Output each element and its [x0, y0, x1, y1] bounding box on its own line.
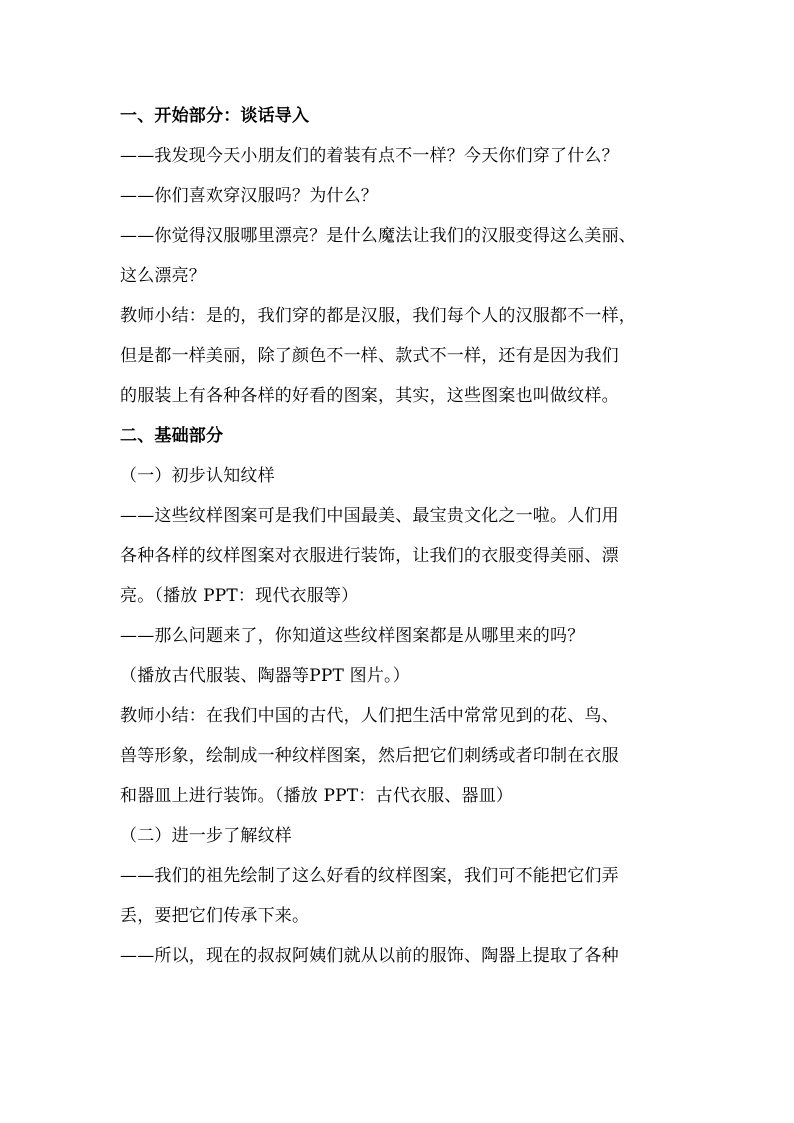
section-heading-basic: 二、基础部分 [120, 426, 224, 446]
paragraph-line: 这么漂亮？ [120, 266, 206, 286]
subsection-heading: （一）初步认知纹样 [120, 466, 275, 486]
paragraph-line: 各种各样的纹样图案对衣服进行装饰，让我们的衣服变得美丽、漂 [120, 546, 619, 566]
paragraph-line: ——你们喜欢穿汉服吗？为什么？ [120, 186, 378, 206]
document-page [120, 96, 680, 976]
subsection-heading: （二）进一步了解纹样 [120, 826, 292, 846]
paragraph-line: 教师小结：是的，我们穿的都是汉服，我们每个人的汉服都不一样， [120, 306, 636, 326]
paragraph-line: ——我发现今天小朋友们的着装有点不一样？今天你们穿了什么？ [120, 146, 619, 166]
paragraph-line: ——我们的祖先绘制了这么好看的纹样图案，我们可不能把它们弄 [120, 866, 619, 886]
paragraph-line: ——所以，现在的叔叔阿姨们就从以前的服饰、陶器上提取了各种 [120, 946, 619, 966]
paragraph-line: 和器皿上进行装饰。（播放 PPT：古代衣服、器皿） [120, 786, 514, 806]
paragraph-line: 的服装上有各种各样的好看的图案，其实，这些图案也叫做纹样。 [120, 386, 619, 406]
paragraph-line: 丢，要把它们传承下来。 [120, 906, 310, 926]
paragraph-line: ——你觉得汉服哪里漂亮？是什么魔法让我们的汉服变得这么美丽、 [120, 226, 636, 246]
paragraph-line: 但是都一样美丽，除了颜色不一样、款式不一样，还有是因为我们 [120, 346, 619, 366]
paragraph-line: ——那么问题来了，你知道这些纹样图案都是从哪里来的吗？ [120, 626, 585, 646]
paragraph-line: （播放古代服装、陶器等PPT 图片。） [120, 666, 410, 686]
paragraph-line: ——这些纹样图案可是我们中国最美、最宝贵文化之一啦。人们用 [120, 506, 619, 526]
paragraph-line: 教师小结：在我们中国的古代，人们把生活中常常见到的花、鸟、 [120, 706, 619, 726]
paragraph-line: 亮。（播放 PPT：现代衣服等） [120, 586, 359, 606]
section-heading-opening: 一、开始部分：谈话导入 [120, 106, 310, 126]
paragraph-line: 兽等形象，绘制成一种纹样图案，然后把它们刺绣或者印制在衣服 [120, 746, 619, 766]
